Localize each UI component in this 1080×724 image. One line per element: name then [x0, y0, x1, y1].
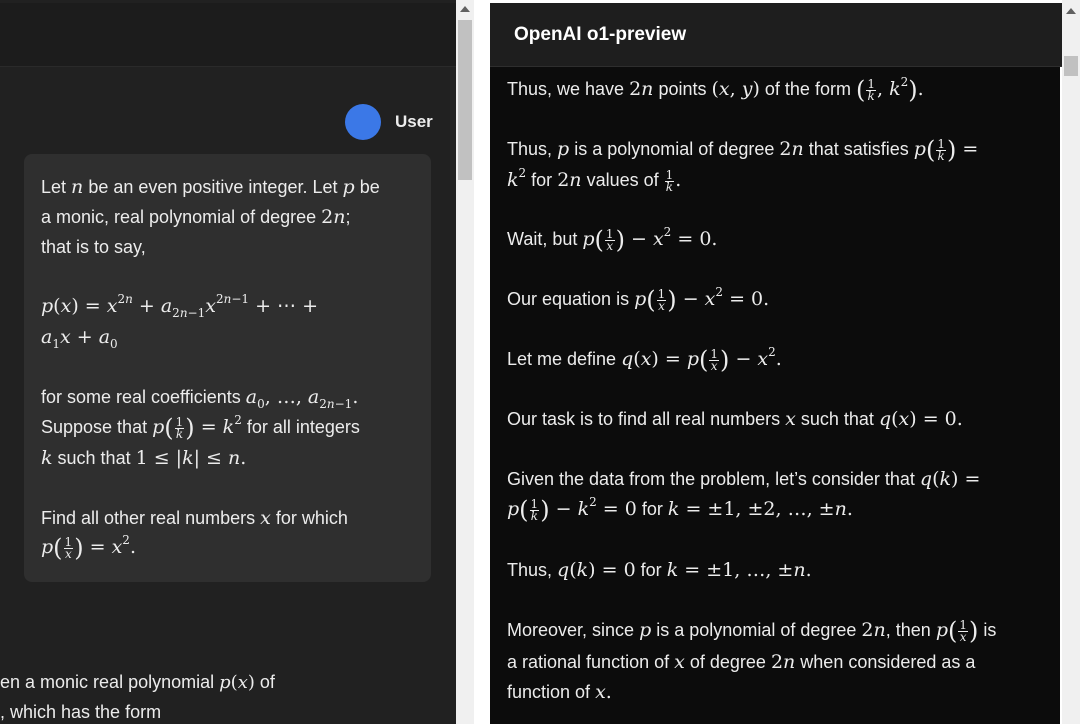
user-chat-pane [0, 0, 456, 724]
model-response-pane [474, 0, 1062, 724]
assistant-partial-line-1: en a monic real polynomial p(x) of [0, 672, 275, 693]
response-line-5: Our equation is p( $\frac{1}{x}$ ) − $x^2 = 0$. [507, 284, 770, 314]
response-line-9: p( $\frac{1}{k}$ ) − $k^2 = 0$ for k = ±1, ±2, …, ±n. [507, 494, 853, 524]
polynomial-formula-line-1: $p(x) = x^{2n} + a_{2n-1}x^{2n-1}$ + ⋯ + [41, 291, 319, 320]
prompt-line-3: that is to say, [41, 237, 146, 257]
left-scroll-up-arrow-icon[interactable] [460, 6, 470, 12]
response-line-11: Moreover, since p is a polynomial of degree 2n, then p( $\frac{1}{x}$ ) is [507, 617, 997, 645]
prompt-line-find: Find all other real numbers x for which [41, 507, 348, 529]
model-header [490, 3, 1062, 67]
right-scroll-up-arrow-icon[interactable] [1066, 8, 1076, 14]
left-scroll-thumb[interactable] [458, 20, 472, 180]
right-scrollbar[interactable] [1062, 0, 1080, 724]
left-scrollbar[interactable] [456, 0, 474, 724]
response-line-3: $k^2$ for 2n values of $\frac{1}{k}$ . [507, 165, 682, 194]
model-title: OpenAI o1-preview [514, 24, 687, 45]
response-line-1: Thus, we have 2n points (x, y) of the form ( $\frac{1}{k}$ , $k^2$). [507, 74, 924, 104]
response-line-8: Given the data from the problem, let’s consider that q(k) = [507, 468, 981, 490]
prompt-line-2: a monic, real polynomial of degree 2n; [41, 206, 351, 228]
response-content [490, 67, 1060, 724]
response-line-2: Thus, p is a polynomial of degree 2n that satisfies p( $\frac{1}{k}$ ) = [507, 136, 979, 164]
assistant-partial-line-2: , which has the form [0, 702, 162, 722]
prompt-line-range: k such that 1 ≤ |k| ≤ n. [41, 447, 247, 469]
response-line-6: Let me define q(x) = p( $\frac{1}{x}$ ) − $x^2$. [507, 344, 782, 374]
response-line-7: Our task is to find all real numbers x such that q(x) = 0. [507, 408, 963, 430]
response-line-12: a rational function of x of degree 2n when considered as a [507, 651, 976, 673]
prompt-line-coefficients: for some real coefficients $a_0$, …, $a_{2n-1}$. [41, 386, 359, 411]
left-top-bar [0, 3, 456, 67]
polynomial-formula-line-2: $a_1x + a_0$ [41, 326, 118, 351]
prompt-line-1: Let n be an even positive integer. Let p be [41, 176, 380, 198]
response-line-4: Wait, but p( $\frac{1}{x}$ ) − $x^2 = 0$. [507, 224, 718, 254]
right-scroll-thumb[interactable] [1064, 56, 1078, 76]
user-label: User [395, 112, 433, 131]
prompt-line-suppose: Suppose that p( $\frac{1}{k}$ ) = $k^2$ for all integers [41, 412, 360, 442]
response-line-13: function of x. [507, 681, 612, 703]
prompt-line-equation: p( $\frac{1}{x}$ ) = $x^2$. [41, 532, 136, 562]
response-line-10: Thus, q(k) = 0 for k = ±1, …, ±n. [507, 559, 812, 581]
user-avatar [345, 104, 381, 140]
